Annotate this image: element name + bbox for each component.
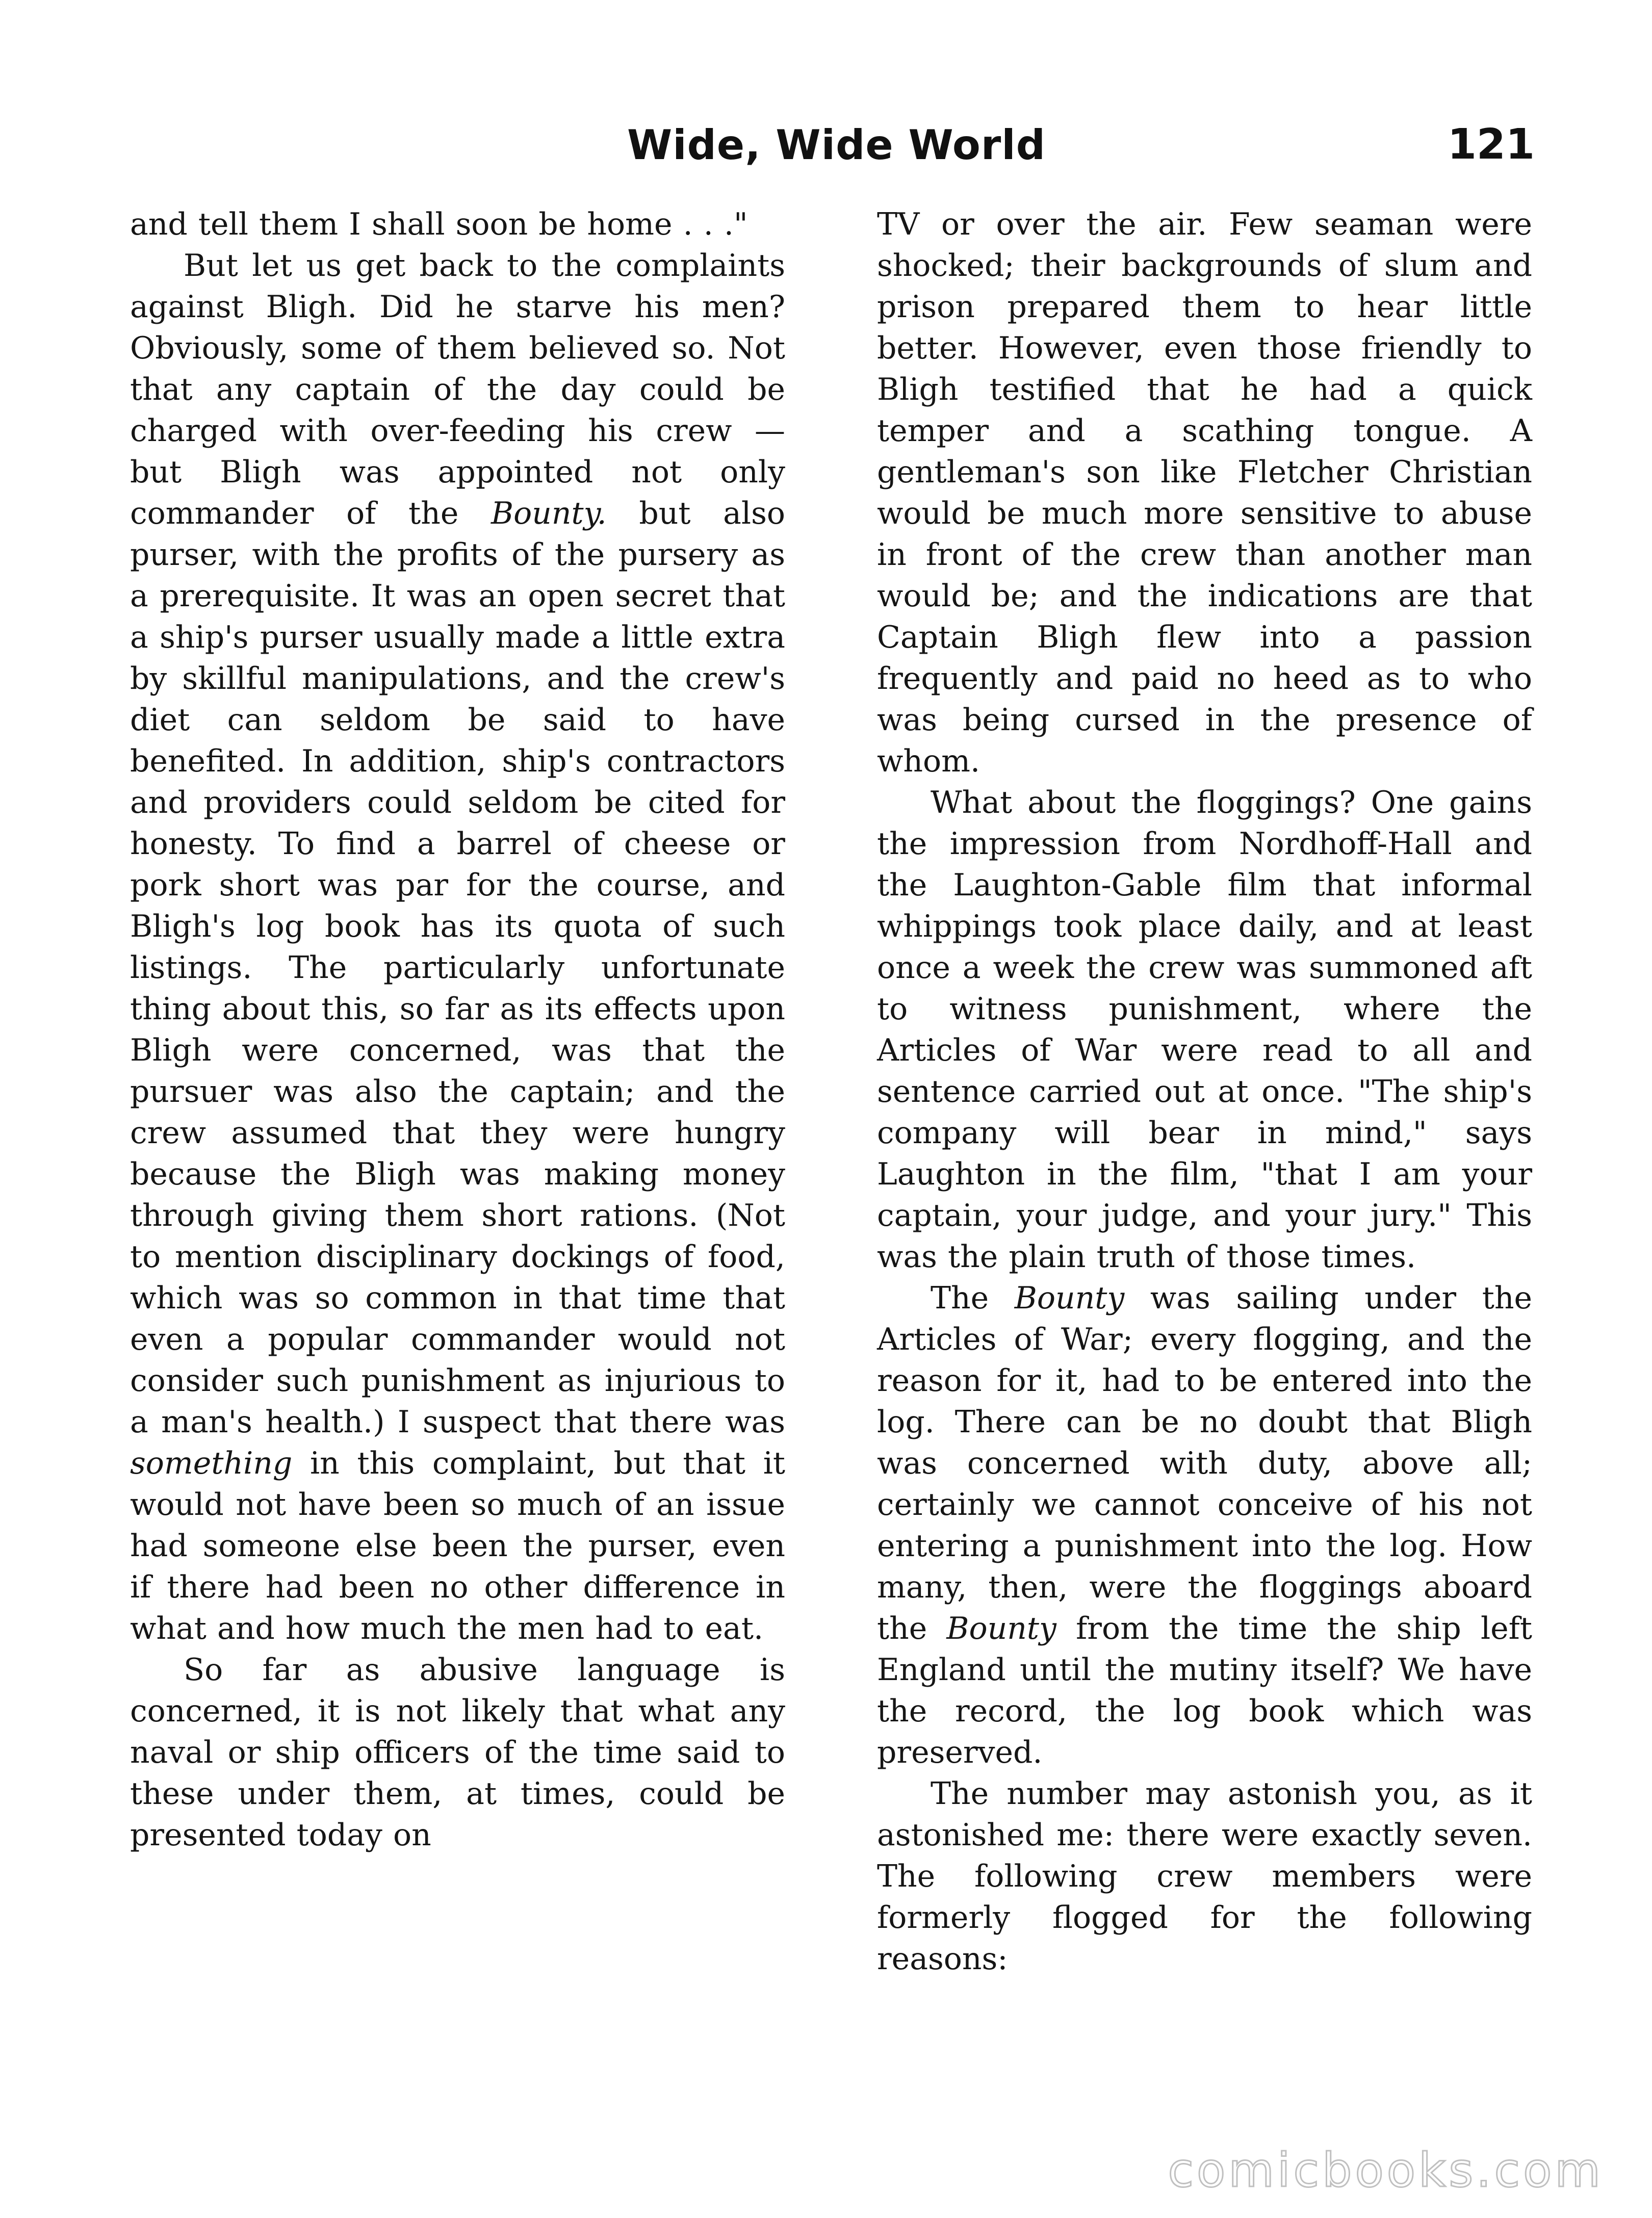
paragraph: TV or over the air. Few seaman were shocked; their backgrounds of slum and prison prepared them to hear little better. However, even those friendly to Bligh testified that he had a quick temper and a scathing tongue. A gentleman's son like Fletcher Christian would be much more sensitive to abuse in front of the crew than another man would be; and the indications are that Captain Bligh flew into a passion frequently and paid no heed as to who was being cursed in the presence of whom. — [877, 207, 1532, 779]
paragraph — [130, 245, 785, 1649]
watermark: comicbooks.com — [1168, 2143, 1604, 2198]
text-run: But let us get back to the complaints against Bligh. Did he starve his men? Obviously, some of them believed so. Not that any captain of the day could be charged with over-feeding his crew — but Bligh was appointed not only commander of the — [130, 248, 785, 531]
paragraph: and tell them I shall soon be home . . ." — [130, 207, 748, 242]
page-number: 121 — [1447, 120, 1535, 169]
ship-name: Bounty — [1014, 1280, 1125, 1316]
left-column — [130, 204, 785, 1856]
text-run: was sailing under the Articles of War; every flogging, and the reason for it, had to be entered into the log. There can be no doubt that Bligh was concerned with duty, above all; certainly we cannot conceive of his not entering a punishment into the log. How many, then, were the floggings aboard the — [877, 1280, 1532, 1646]
text-run: from the time the ship left England until the mutiny itself? We have the record, the log book which was preserved. — [877, 1611, 1532, 1770]
paragraph: What about the floggings? One gains the impression from Nordhoff-Hall and the Laughton-Gable film that informal whippings took place daily, and at least once a week the crew was summoned aft to witness punishment, where the Articles of War were read to all and sentence carried out at once. "The ship's company will bear in mind," says Laughton in the film, "that I am your captain, your judge, and your jury." This was the plain truth of those times. — [877, 785, 1532, 1275]
text-run: in this complaint, but that it would not have been so much of an issue had someone else been the purser, even if there had been no other difference in what and how much the men had to eat. — [130, 1446, 785, 1646]
paragraph: So far as abusive language is concerned, it is not likely that what any naval or ship officers of the time said to these under them, at times, could be presented today on — [130, 1652, 785, 1853]
right-column — [877, 204, 1532, 1980]
text-run: but also purser, with the profits of the pursery as a prerequisite. It was an open secret that a ship's purser usually made a little extra by skillful manipulations, and the crew's diet can seldom be said to have benefited. In addition, ship's contractors and providers could seldom be cited for honesty. To find a barrel of cheese or pork short was par for the course, and Bligh's log book has its quota of such listings. The particularly unfortunate thing about this, so far as its effects upon Bligh were concerned, was that the pursuer was also the captain; and the crew assumed that they were hungry because the Bligh was making money through giving them short rations. (Not to mention disciplinary dockings of food, which was so common in that time that even a popular commander would not consider such punishment as injurious to a man's health.) I suspect that there was — [130, 496, 785, 1440]
paragraph — [877, 1278, 1532, 1773]
paragraph: The number may astonish you, as it astonished me: there were exactly seven. The following crew members were formerly flogged for the following reasons: — [877, 1776, 1532, 1977]
emphasis: something — [130, 1446, 293, 1481]
text-run: The — [931, 1280, 1015, 1316]
running-head: Wide, Wide World — [627, 121, 1046, 169]
ship-name: Bounty — [946, 1611, 1056, 1646]
ship-name: Bounty. — [491, 496, 607, 531]
